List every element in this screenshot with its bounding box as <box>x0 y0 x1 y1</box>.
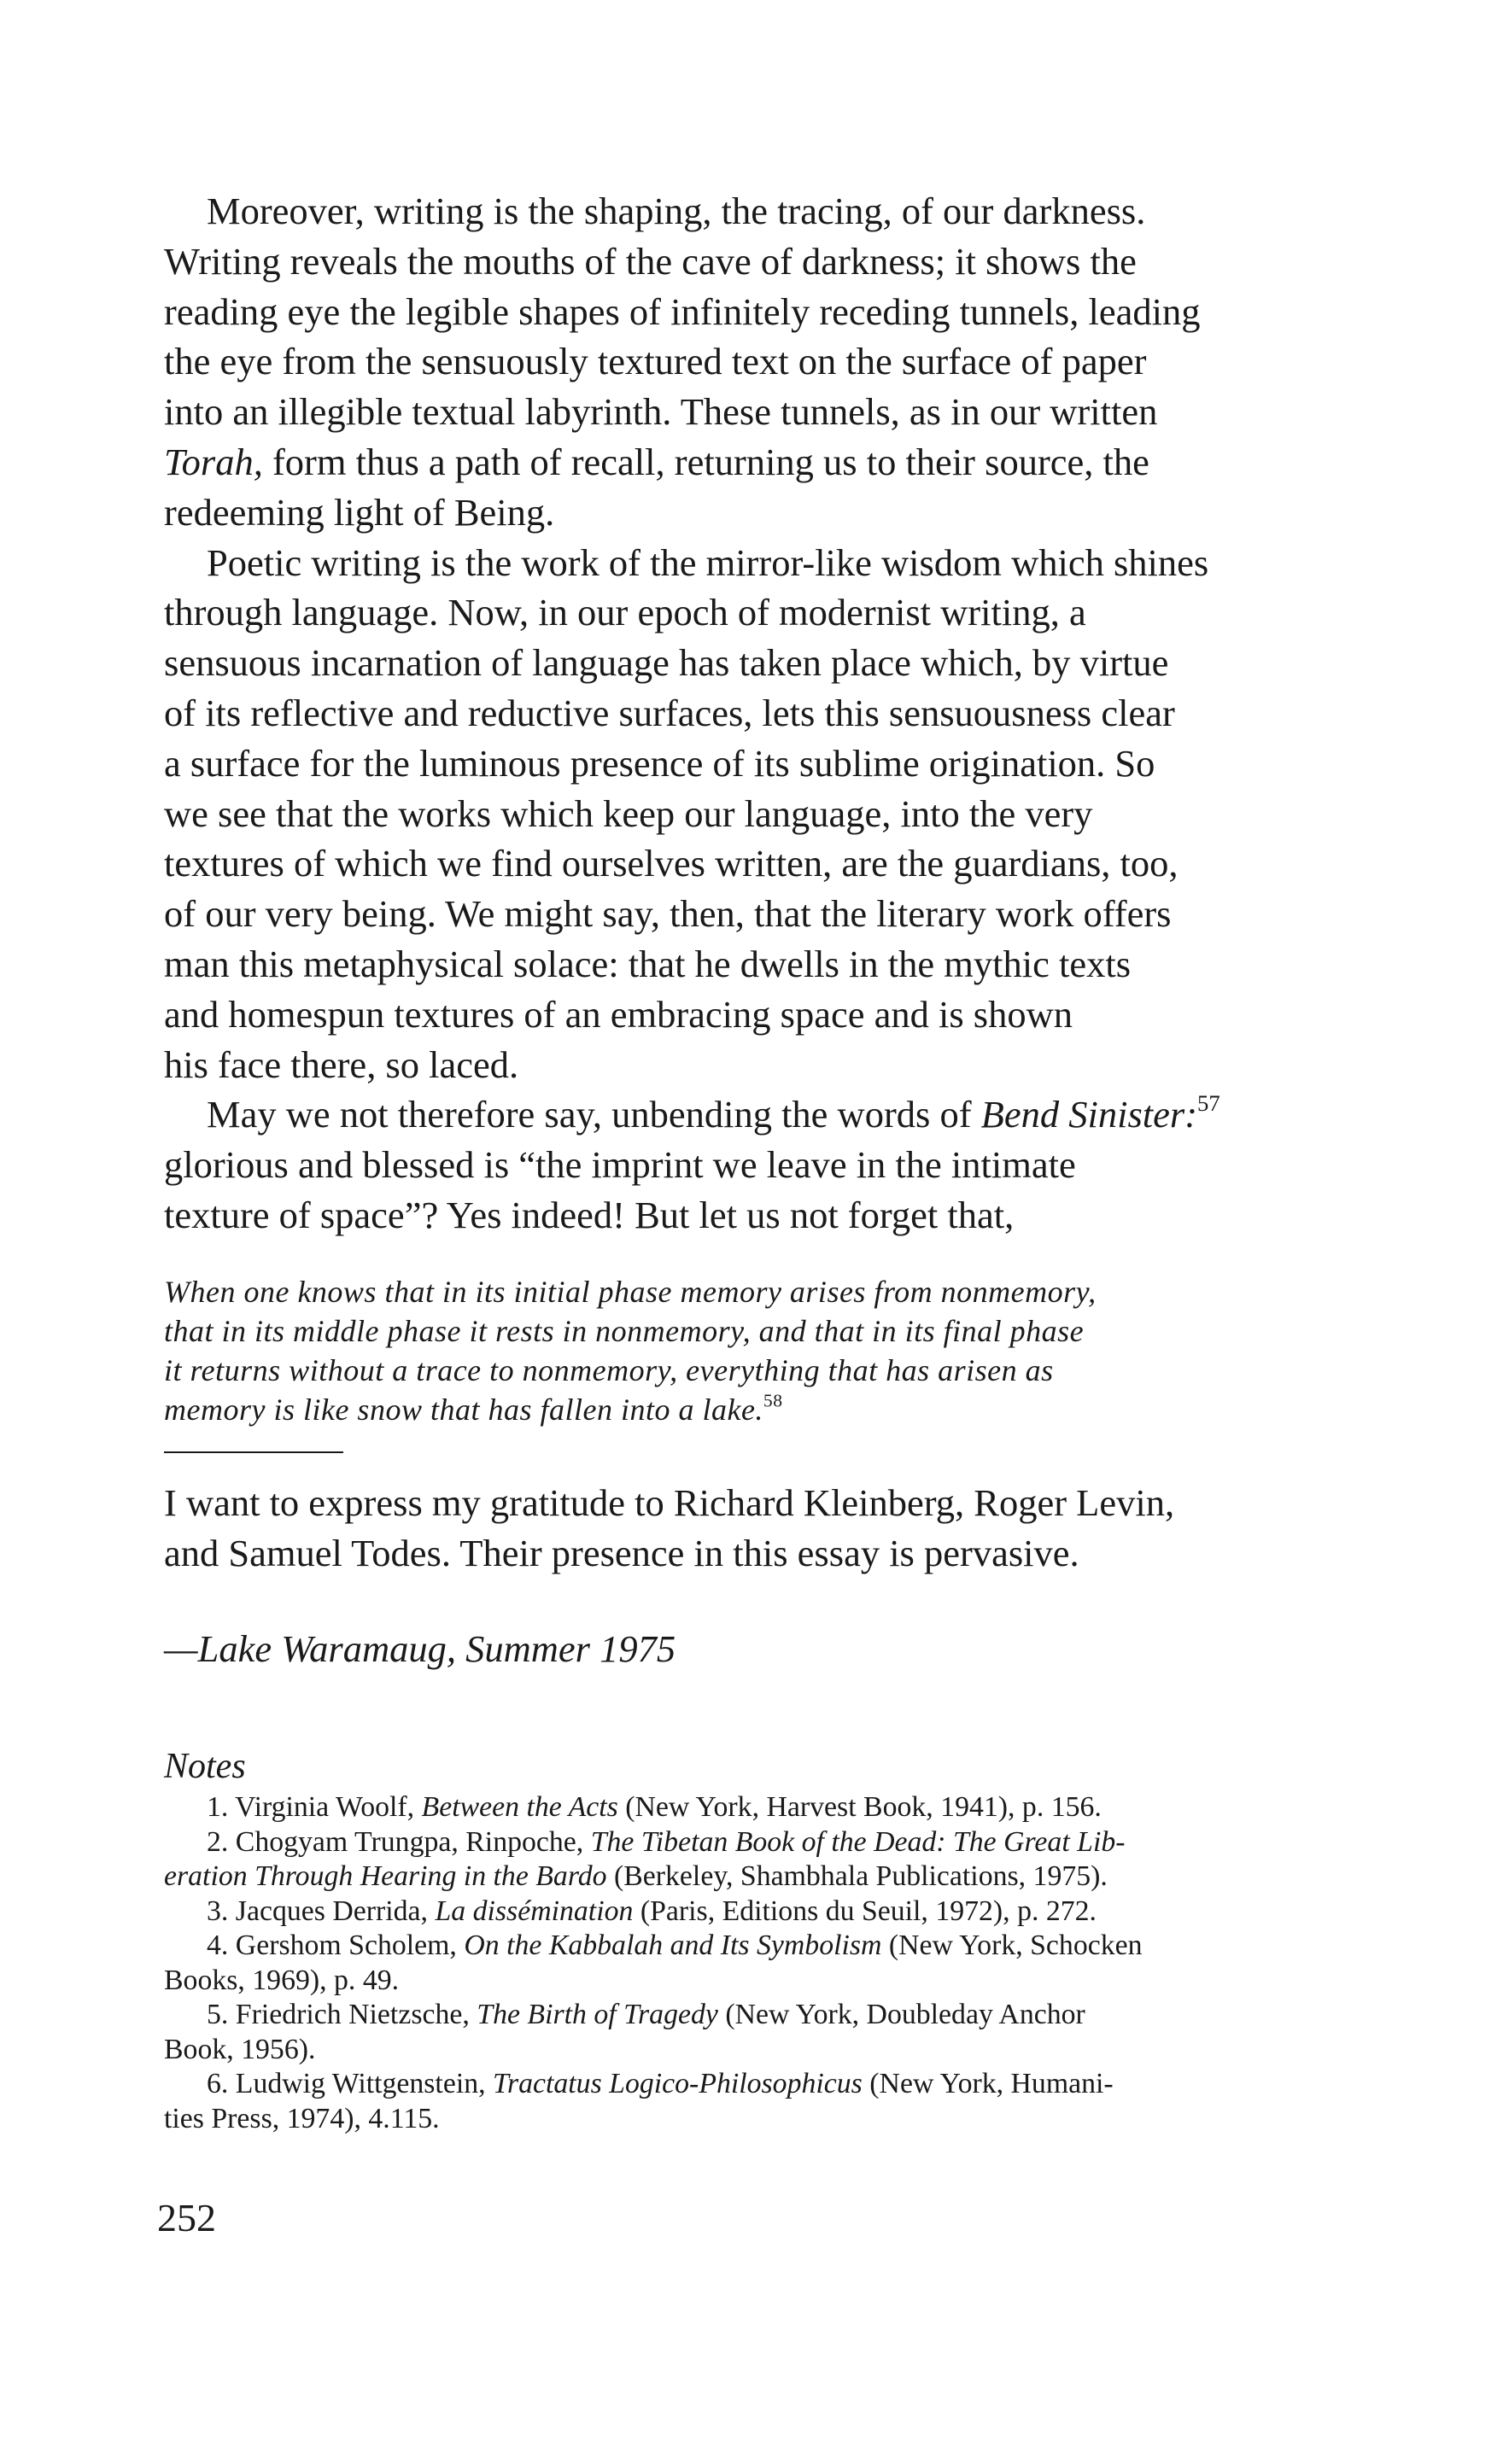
text-line: I want to express my gratitude to Richard Kleinberg, Roger Levin, <box>164 1481 1175 1524</box>
main-text <box>164 186 1368 1241</box>
note-line <box>164 2067 1368 2102</box>
text-span: 2. Chogyam Trungpa, Rinpoche, <box>207 1825 591 1858</box>
text-line: glorious and blessed is “the imprint we leave in the intimate <box>164 1143 1076 1187</box>
text-span: (Berkeley, Shambhala Publications, 1975). <box>606 1860 1108 1892</box>
text-line: of its reflective and reductive surfaces, lets this sensuousness clear <box>164 691 1175 734</box>
text-span: (New York, Schocken <box>881 1930 1143 1961</box>
note-line <box>164 1929 1368 1964</box>
italic-title: The Birth of Tragedy <box>477 1999 718 2030</box>
note-line <box>164 1895 1368 1930</box>
section-divider <box>164 1451 343 1453</box>
text-span: 4. Gershom Scholem, <box>207 1930 465 1961</box>
text-span: 3. Jacques Derrida, <box>207 1895 436 1927</box>
italic-title: Bend Sinister: <box>980 1093 1198 1136</box>
note-line <box>164 1825 1368 1860</box>
notes-list <box>164 1790 1368 2136</box>
text-line: of our very being. We might say, then, that the literary work offers <box>164 892 1172 936</box>
page-number: 252 <box>157 2196 216 2239</box>
text-span: May we not therefore say, unbending the words of <box>207 1093 981 1136</box>
text-line: texture of space”? Yes indeed! But let us not forget that, <box>164 1193 1015 1236</box>
text-span: (New York, Humani- <box>862 2068 1114 2099</box>
text-line: the eye from the sensuously textured text on the surface of paper <box>164 340 1147 383</box>
note-line <box>164 1998 1368 2033</box>
note-line <box>164 1860 1368 1895</box>
italic-title: La dissémination <box>435 1895 634 1927</box>
italic-title: The Tibetan Book of the Dead: The Great Lib- <box>590 1825 1126 1858</box>
text-line: Poetic writing is the work of the mirror-like wisdom which shines <box>207 540 1209 584</box>
text-span: (New York, Doubleday Anchor <box>717 1999 1085 2030</box>
text-span: memory is like snow that has fallen into a lake. <box>164 1393 763 1427</box>
text-line: sensuous incarnation of language has taken place which, by virtue <box>164 641 1169 685</box>
italic-title: Between the Acts <box>421 1791 618 1823</box>
signature-line: —Lake Waramaug, Summer 1975 <box>164 1627 676 1670</box>
text-line: textures of which we find ourselves written, are the guardians, too, <box>164 842 1179 885</box>
text-line: reading eye the legible shapes of infinitely receding tunnels, leading <box>164 289 1201 333</box>
text-span: 5. Friedrich Nietzsche, <box>207 1999 477 2030</box>
text-span: (New York, Harvest Book, 1941), p. 156. <box>617 1791 1102 1823</box>
text-line: Moreover, writing is the shaping, the tracing, of our darkness. <box>207 190 1146 232</box>
text-line: into an illegible textual labyrinth. These tunnels, as in our written <box>164 390 1158 434</box>
italic-term: Torah, <box>164 440 263 483</box>
note-line: Books, 1969), p. 49. <box>164 1964 400 1996</box>
quote-line: that in its middle phase it rests in nonmemory, and that in its final phase <box>164 1314 1085 1348</box>
block-quote <box>164 1272 1368 1429</box>
text-span: (Paris, Editions du Seuil, 1972), p. 272. <box>633 1895 1097 1927</box>
quote-line: When one knows that in its initial phase memory arises from nonmemory, <box>164 1275 1097 1309</box>
notes-heading: Notes <box>164 1747 246 1786</box>
text-span: form thus a path of recall, returning us to their source, the <box>262 440 1149 483</box>
footnote-ref: 58 <box>763 1390 783 1411</box>
text-line: through language. Now, in our epoch of modernist writing, a <box>164 591 1086 634</box>
text-line <box>164 437 1368 488</box>
text-line: and Samuel Todes. Their presence in this essay is pervasive. <box>164 1531 1079 1574</box>
text-line: we see that the works which keep our language, into the very <box>164 791 1093 835</box>
text-line: Writing reveals the mouths of the cave of darkness; it shows the <box>164 239 1137 283</box>
text-line: his face there, so laced. <box>164 1042 519 1086</box>
text-line: redeeming light of Being. <box>164 490 555 534</box>
italic-title: Tractatus Logico-Philosophicus <box>493 2068 863 2099</box>
note-line <box>164 1790 1368 1825</box>
text-line <box>164 1089 1368 1140</box>
text-line: a surface for the luminous presence of its sublime origination. So <box>164 741 1155 785</box>
note-line: ties Press, 1974), 4.115. <box>164 2102 440 2134</box>
acknowledgment <box>164 1478 1368 1579</box>
text-line: man this metaphysical solace: that he dwells in the mythic texts <box>164 942 1132 985</box>
text-span: 1. Virginia Woolf, <box>207 1791 422 1823</box>
footnote-ref: 57 <box>1197 1090 1220 1117</box>
text-span: 6. Ludwig Wittgenstein, <box>207 2068 494 2099</box>
quote-line <box>164 1390 1368 1429</box>
note-line: Book, 1956). <box>164 2033 316 2065</box>
quote-line: it returns without a trace to nonmemory, everything that has arisen as <box>164 1353 1054 1387</box>
italic-title: On the Kabbalah and Its Symbolism <box>464 1930 882 1961</box>
italic-title: eration Through Hearing in the Bardo <box>164 1860 607 1892</box>
text-line: and homespun textures of an embracing space and is shown <box>164 992 1073 1036</box>
